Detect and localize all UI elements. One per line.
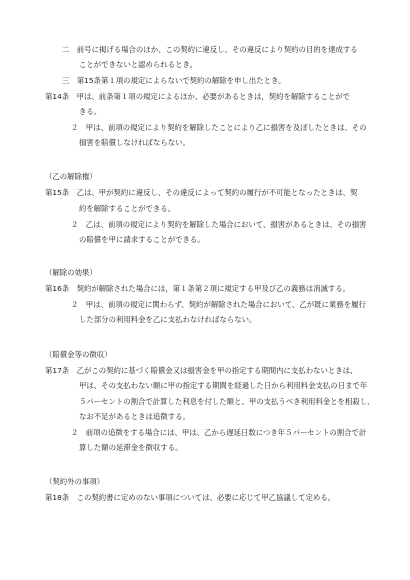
- heading-effect-of-termination: （解除の効果）: [45, 268, 97, 277]
- article-15-para-2-cont: の賠償を甲に請求することができる。: [79, 235, 205, 244]
- article-14: 第14条 甲は、前条第１項の規定によるほか、必要があるときは，契約を解除することがで: [45, 92, 351, 101]
- clause-13-item-3: 三 第15条第１項の規定によらないで契約の解除を申し出たとき。: [62, 76, 286, 85]
- clause-13-item-2: 二 前号に掲げる場合のほか、この契約に違反し、その違反により契約の目的を達成する: [62, 45, 358, 54]
- article-17-cont-1: 甲は、その支払わない額に甲の指定する期間を経過した日から利用料金支払の日まで年: [79, 381, 368, 390]
- article-17-cont-3: なお不足があるときは追徴する。: [79, 412, 190, 421]
- article-15: 第15条 乙は、甲が契約に違反し、その違反によって契約の履行が不可能となったときは、契: [45, 188, 358, 197]
- article-17-cont-2: ５パーセントの割合で計算した利息を付した額と、甲の支払うべき利用料金とを相殺し、: [79, 397, 375, 406]
- heading-matters-outside-contract: （契約外の事項）: [45, 477, 105, 486]
- article-14-para-2: ２ 甲は、前項の規定により契約を解除したことにより乙に損害を及ぼしたときは、その: [71, 123, 367, 132]
- article-15-cont: 約を解除することができる。: [79, 204, 176, 213]
- article-16: 第16条 契約が解除された場合には，第１条第２項に規定する甲及び乙の義務は消滅する。: [45, 284, 351, 293]
- heading-collection-of-damages: （賠償金等の徴収）: [45, 350, 112, 359]
- heading-contractor-termination: （乙の解除権）: [45, 172, 97, 181]
- article-14-cont: きる。: [79, 107, 102, 116]
- article-17-para-2: ２ 前項の追徴をする場合には、甲は、乙から遅延日数につき年５パーセントの割合で計: [71, 428, 367, 437]
- article-16-para-2: ２ 甲は、前項の規定に関わらず、契約が解除された場合において、乙が既に業務を履行: [71, 300, 366, 309]
- article-18: 第18条 この契約書に定めのない事項については、必要に応じて甲乙協議して定める。: [45, 493, 336, 502]
- article-16-para-2-cont: した部分の利用料金を乙に支払わなければならない。: [79, 315, 257, 324]
- article-15-para-2: ２ 乙は、前項の規定により契約を解除した場合において、損害があるときは、その損害: [71, 220, 367, 229]
- article-17: 第17条 乙がこの契約に基づく賠償金又は損害金を甲の指定する期間内に支払わないときは、: [45, 366, 358, 375]
- article-17-para-2-cont: 算した額の延滞金を徴収する。: [79, 443, 183, 452]
- article-14-para-2-cont: 損害を賠償しなければならない。: [79, 138, 190, 147]
- clause-13-item-2-cont: ことができないと認められるとき。: [79, 60, 197, 69]
